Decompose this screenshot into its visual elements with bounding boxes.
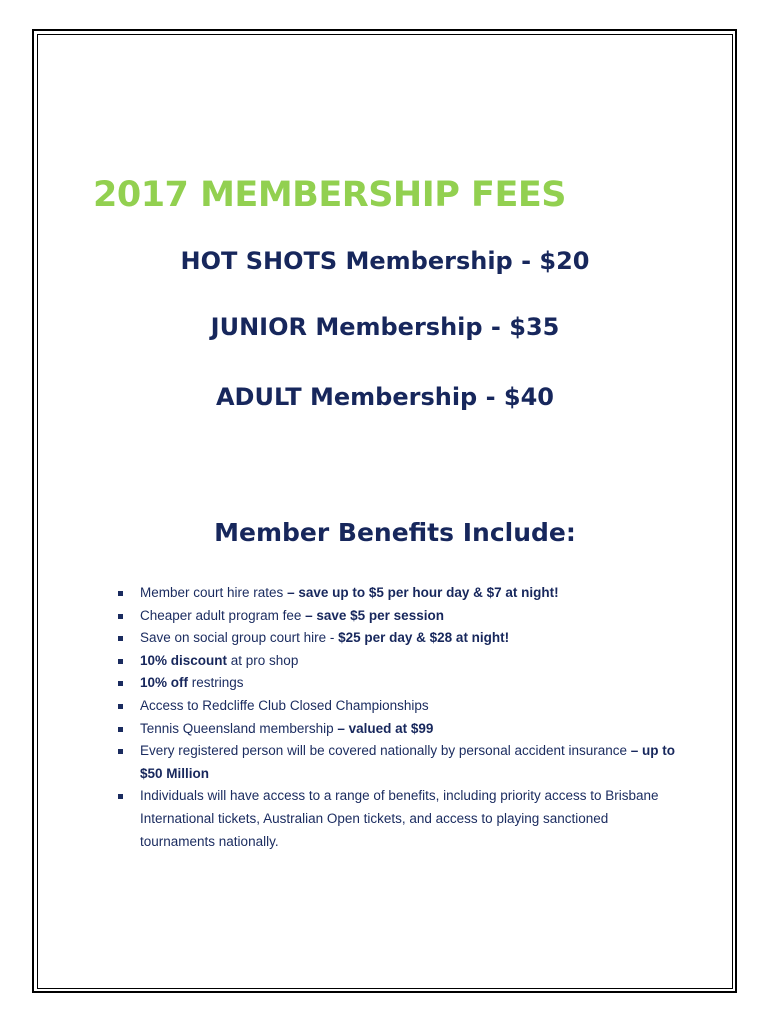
benefit-text-after: at pro shop xyxy=(227,652,299,668)
benefit-text: Individuals will have access to a range of benefits, including priority access to Brisbane International tickets, Australian Open tickets, and access to playing sanctioned tournaments nationally. xyxy=(140,788,659,849)
benefit-item-access xyxy=(116,785,676,853)
square-bullet-icon xyxy=(118,591,123,596)
square-bullet-icon xyxy=(118,727,123,732)
benefit-text-after: restrings xyxy=(188,675,244,691)
benefit-highlight: – save up to $5 per hour day & $7 at night! xyxy=(287,585,559,600)
benefit-item-pro-shop xyxy=(116,650,676,673)
benefit-item-tq-membership xyxy=(116,718,676,741)
benefit-item-social-group xyxy=(116,627,676,650)
square-bullet-icon xyxy=(118,636,123,641)
square-bullet-icon xyxy=(118,794,123,799)
benefit-text: Access to Redcliffe Club Closed Championships xyxy=(140,697,429,713)
benefit-item-adult-program xyxy=(116,605,676,628)
benefit-item-insurance xyxy=(116,740,676,785)
membership-hot-shots: HOT SHOTS Membership - $20 xyxy=(180,247,590,275)
benefit-text: Save on social group court hire - xyxy=(140,630,339,646)
benefits-list xyxy=(116,582,676,853)
benefit-highlight: – save $5 per session xyxy=(305,607,444,623)
benefit-highlight: – up to $50 Million xyxy=(140,743,676,781)
benefit-text: Cheaper adult program fee xyxy=(140,607,306,623)
square-bullet-icon xyxy=(118,749,123,754)
benefit-highlight: 10% off xyxy=(140,675,189,691)
benefit-highlight: 10% discount xyxy=(140,652,228,668)
benefit-highlight: – valued at $99 xyxy=(337,720,434,736)
square-bullet-icon xyxy=(118,614,123,619)
benefits-heading: Member Benefits Include: xyxy=(214,518,576,547)
benefit-text: Tennis Queensland membership xyxy=(140,720,338,736)
benefit-item-court-hire xyxy=(116,582,676,605)
benefit-text: Every registered person will be covered nationally by personal accident insurance xyxy=(140,743,631,759)
square-bullet-icon xyxy=(118,659,123,664)
benefit-item-restrings xyxy=(116,672,676,695)
page-title: 2017 MEMBERSHIP FEES xyxy=(93,175,566,215)
square-bullet-icon xyxy=(118,704,123,709)
benefit-item-championships xyxy=(116,695,676,718)
membership-adult: ADULT Membership - $40 xyxy=(215,383,555,411)
square-bullet-icon xyxy=(118,681,123,686)
membership-junior: JUNIOR Membership - $35 xyxy=(210,313,560,341)
benefit-highlight: $25 per day & $28 at night! xyxy=(338,630,510,646)
benefit-text: Member court hire rates xyxy=(140,585,288,600)
